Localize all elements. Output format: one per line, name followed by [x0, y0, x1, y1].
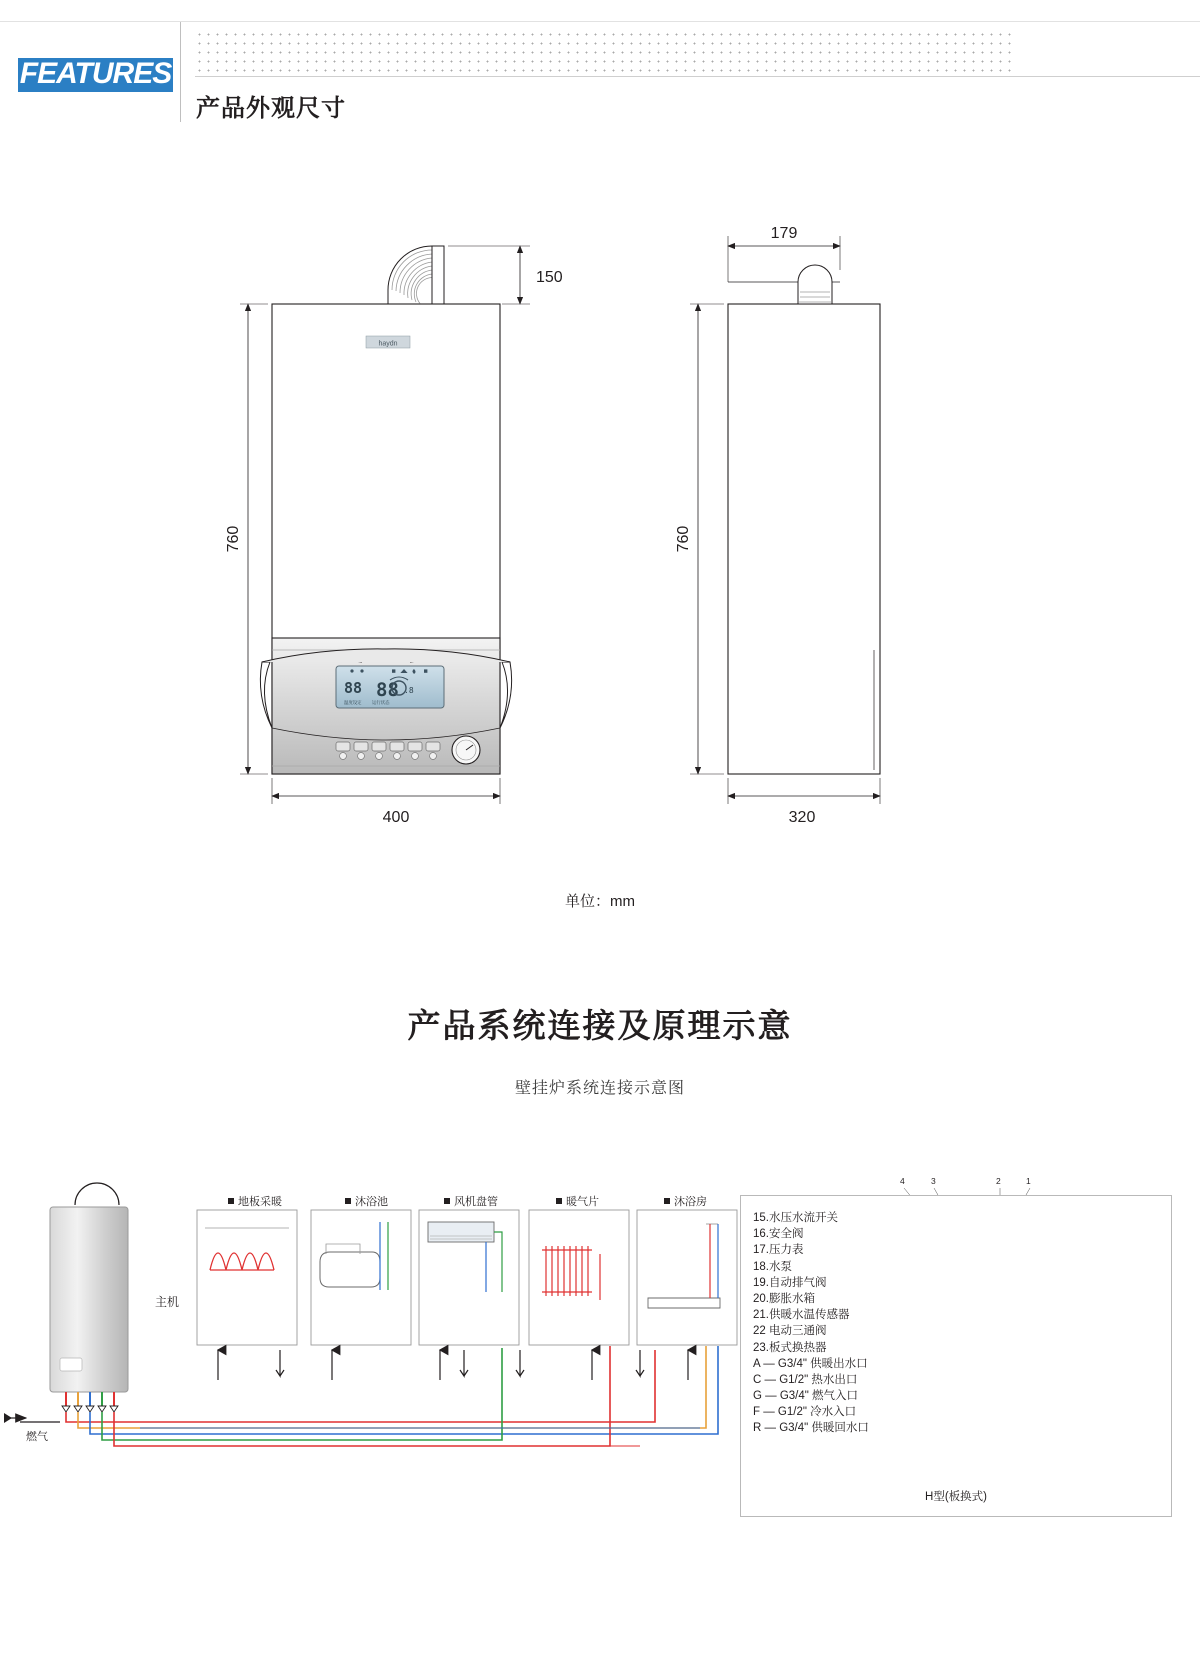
legend-item: 20.膨胀水箱: [753, 1292, 815, 1305]
callout-2: 2: [996, 1176, 1001, 1186]
system-subtitle: 壁挂炉系统连接示意图: [514, 1080, 685, 1097]
callout-3: 3: [931, 1176, 936, 1186]
gas-inlet-label: 燃气: [26, 1431, 48, 1443]
svg-text:88: 88: [376, 679, 399, 701]
side-depth-dim: 320: [788, 809, 816, 826]
brand-text: haydn: [378, 340, 398, 348]
header-divider: [180, 22, 181, 122]
legend-item: 17.压力表: [753, 1244, 804, 1257]
page-header: [0, 0, 1200, 135]
page-title: 产品外观尺寸: [196, 95, 346, 122]
callout-1: 1: [1026, 1176, 1031, 1186]
front-height-dim: 760: [225, 525, 242, 553]
legend-item: 16.安全阀: [753, 1228, 804, 1241]
legend-item: G — G3/4" 燃气入口: [753, 1390, 859, 1403]
unit-note: 单位：mm: [565, 893, 635, 910]
svg-text:.8: .8: [404, 686, 414, 695]
legend-item: 19.自动排气阀: [753, 1276, 827, 1289]
legend-item: F — G1/2" 冷水入口: [753, 1406, 857, 1419]
room-label-1: 沐浴池: [345, 1193, 388, 1209]
flue-height-dim: 150: [536, 269, 563, 286]
legend-item: 18.水泵: [753, 1260, 792, 1273]
legend-item: 23.板式换热器: [753, 1341, 827, 1354]
header-rule: [195, 76, 1200, 77]
legend-item: R — G3/4" 供暖回水口: [753, 1422, 869, 1435]
room-label-3: 暖气片: [556, 1193, 599, 1209]
room-label-2: 风机盘管: [444, 1193, 498, 1209]
svg-text:88: 88: [344, 679, 363, 697]
front-width-dim: 400: [382, 809, 410, 826]
legend-panel: [740, 1195, 1172, 1517]
legend-caption: H型(板换式): [925, 1491, 987, 1503]
room-label-0: 地板采暖: [228, 1193, 282, 1209]
callout-4: 4: [900, 1176, 905, 1186]
system-title: 产品系统连接及原理示意: [407, 1007, 793, 1044]
svg-text:运行状态: 运行状态: [372, 701, 390, 706]
side-top-width-dim: 179: [770, 225, 798, 242]
room-label-4: 沐浴房: [664, 1193, 707, 1209]
side-height-dim: 760: [675, 525, 692, 553]
host-label: 主机: [155, 1295, 180, 1309]
svg-text:温度设定: 温度设定: [344, 701, 362, 706]
legend-item: 15.水压水流开关: [753, 1212, 838, 1224]
legend-item: C — G1/2" 热水出口: [753, 1373, 858, 1386]
dimension-svg: [0, 150, 1200, 950]
legend-item: 21.供暖水温传感器: [753, 1309, 850, 1322]
legend-list: [753, 1210, 869, 1437]
legend-item: A — G3/4" 供暖出水口: [753, 1357, 868, 1370]
dot-pattern-decoration: [195, 30, 1015, 74]
features-badge-label: FEATURES: [19, 57, 172, 90]
dimension-drawings: [0, 150, 1200, 950]
legend-item: 22 电动三通阀: [753, 1325, 827, 1338]
